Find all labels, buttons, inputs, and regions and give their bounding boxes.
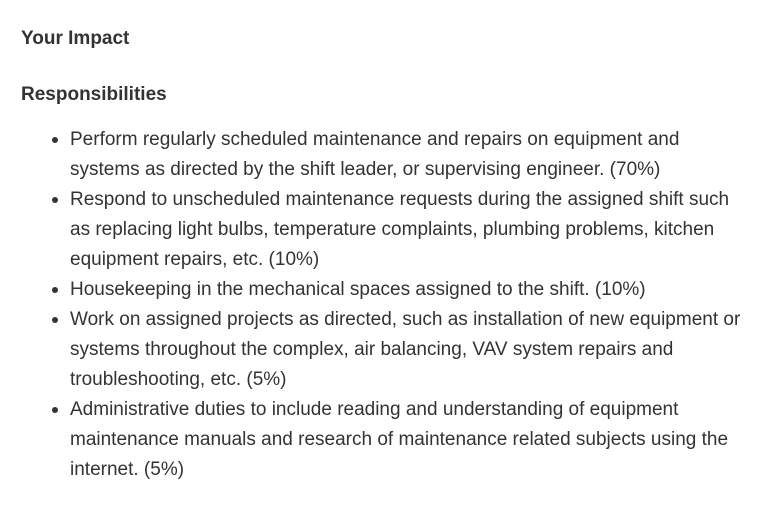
bullet-icon <box>52 317 58 323</box>
responsibility-list-item <box>0 125 781 185</box>
responsibility-text: Perform regularly scheduled maintenance and repairs on equipment and systems as directed by the shift leader, or supervising engineer. (70%) <box>70 129 680 180</box>
bullet-icon <box>52 287 58 293</box>
responsibility-text: Housekeeping in the mechanical spaces assigned to the shift. (10%) <box>70 279 646 300</box>
bullet-icon <box>52 137 58 143</box>
responsibility-list-item <box>0 305 781 395</box>
responsibility-text: Administrative duties to include reading and understanding of equipment maintenance manuals and research of maintenance related subjects using the internet. (5%) <box>70 399 729 480</box>
responsibility-text: Respond to unscheduled maintenance requests during the assigned shift such as replacing light bulbs, temperature complaints, plumbing problems, kitchen equipment repairs, etc. (10%) <box>70 189 730 270</box>
bullet-icon <box>52 407 58 413</box>
responsibility-list-item <box>0 275 781 305</box>
responsibility-text: Work on assigned projects as directed, such as installation of new equipment or systems throughout the complex, air balancing, VAV system repairs and troubleshooting, etc. (5%) <box>70 309 741 390</box>
your-impact-heading: Your Impact <box>21 28 130 49</box>
bullet-icon <box>52 197 58 203</box>
responsibility-list-item <box>0 395 781 485</box>
responsibility-list-item <box>0 185 781 275</box>
responsibilities-list <box>0 125 781 485</box>
responsibilities-heading: Responsibilities <box>21 84 167 105</box>
